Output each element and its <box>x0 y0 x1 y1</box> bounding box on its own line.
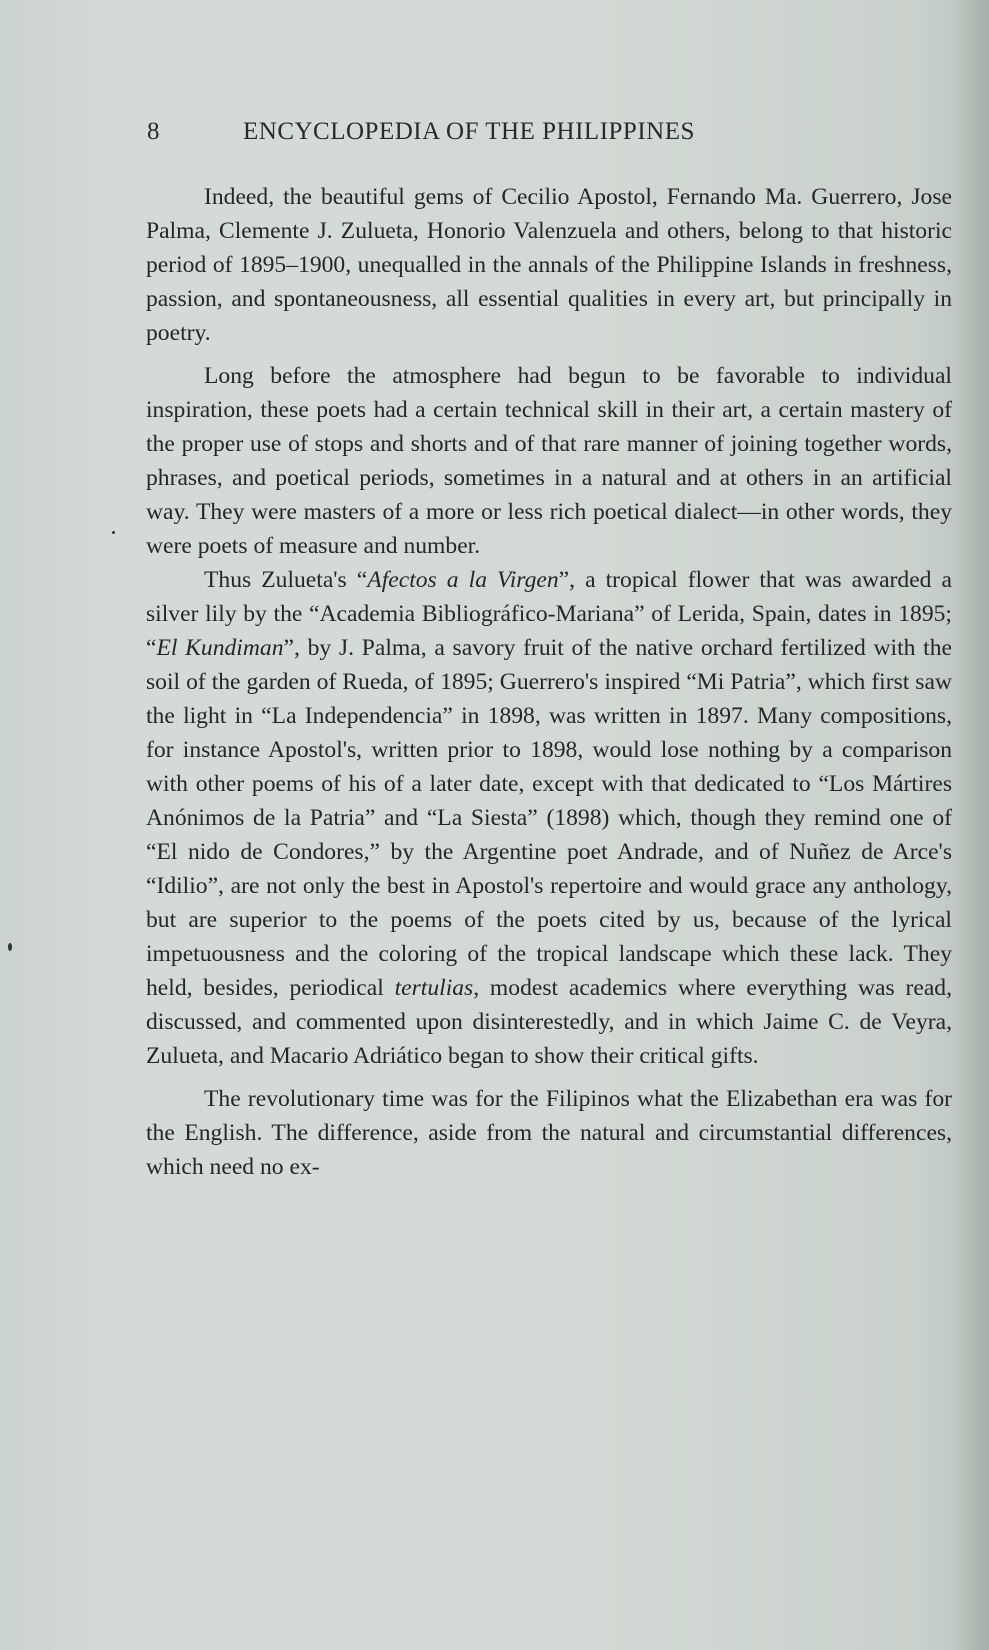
title-el-kundiman: El Kundiman <box>156 635 284 661</box>
page-edge-shadow <box>953 0 989 1650</box>
paragraph-2: Long before the atmosphere had begun to be favorable to individual inspiration, these poets had a certain technical skill in their art, a certain mastery of the proper use of stops and shorts and of that rare manner of joining together words, phrases, and poetical periods, sometimes in a natural and at others in an artificial way. They were masters of a more or less rich poetical dialect—in other words, they were poets of measure and number. <box>146 363 952 559</box>
page-number: 8 <box>147 118 160 145</box>
paragraph-3-text-1: Thus Zulueta's “ <box>204 567 368 593</box>
paper-speck <box>112 531 115 534</box>
page-header <box>135 118 865 158</box>
paragraph-3-text-2: ”, a tropical flower that was awarded a silver lily by the “Academia Bibliográfico-Mariana” of Lerida, Spain, dates in 1895; “ <box>146 567 953 661</box>
paragraph-1: Indeed, the beautiful gems of Cecilio Apostol, Fernando Ma. Guerrero, Jose Palma, Clemente J. Zulueta, Honorio Valenzuela and others, belong to that historic period of 1895–1900, unequalled in the annals of the Philippine Islands in freshness, passion, and spontaneousness, all essential qualities in every art, but principally in poetry. <box>146 184 952 346</box>
title-afectos-a-la-virgen: Afectos a la Virgen <box>367 567 559 593</box>
paragraph-3 <box>146 563 952 1073</box>
term-tertulias: tertulias <box>394 975 474 1001</box>
body-text <box>146 180 952 1184</box>
paragraph-3-text-3: ”, by J. Palma, a savory fruit of the native orchard fertilized with the soil of the garden of Rueda, of 1895; Guerrero's inspired “Mi Patria”, which first saw the light in “La Independencia” in 1898, was written in 1897. Many compositions, for instance Apostol's, written prior to 1898, would lose nothing by a comparison with other poems of his of a later date, except with that dedicated to “Los Mártires Anónimos de la Patria” and “La Siesta” (1898) which, though they remind one of “El nido de Condores,” by the Argentine poet Andrade, and of Nuñez de Arce's “Idilio”, are not only the best in Apostol's repertoire and would grace any anthology, but are superior to the poems of the poets cited by us, because of the lyrical impetuousness and the coloring of the tropical landscape which these lack. They held, besides, periodical <box>146 635 952 1001</box>
running-title: ENCYCLOPEDIA OF THE PHILIPPINES <box>243 118 695 145</box>
paragraph-3-text-4: , modest academics where everything was read, discussed, and commented upon disinterestedly, and in which Jaime C. de Veyra, Zulueta, and Macario Adriático began to show their critical gifts. <box>146 975 952 1069</box>
paragraph-4: The revolutionary time was for the Filipinos what the Elizabethan era was for the English. The difference, aside from the natural and circumstantial differences, which need no ex- <box>146 1086 952 1180</box>
paper-speck <box>8 943 12 951</box>
